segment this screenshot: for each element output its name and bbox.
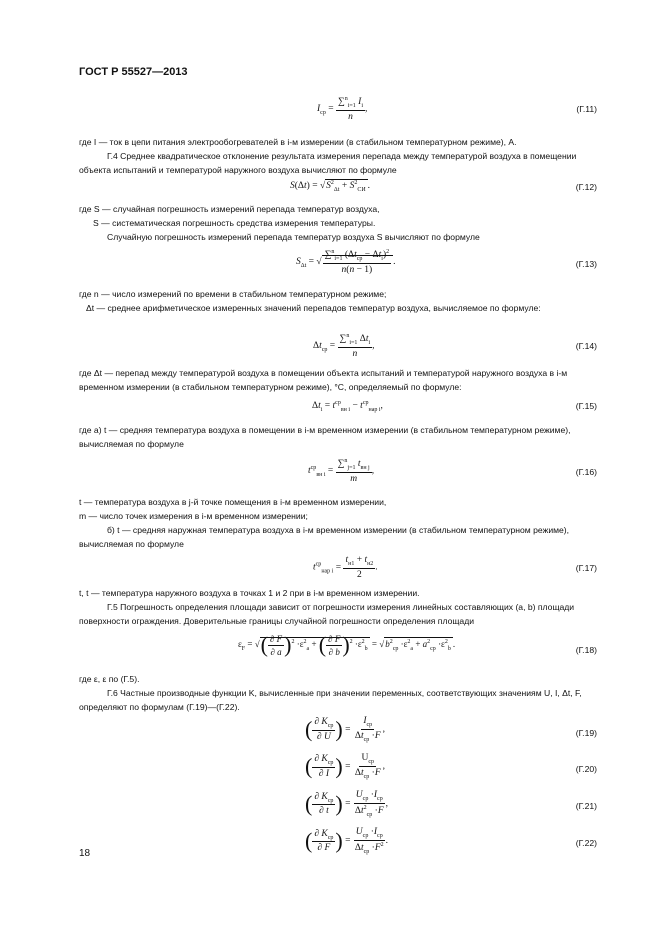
equation-label: (Г.18) (575, 645, 597, 655)
equation-label: (Г.19) (575, 728, 597, 738)
formula-g19: ( $\frac{\partial K_{ср}}{\partial U}$ ) = $\frac{I_{ср}}{\Delta t_{ср} \cdot F}$ , (305, 716, 386, 743)
paragraph: t — температура воздуха в j-й точке помещения в i-м временном измерении, (79, 497, 387, 507)
paragraph: где S — случайная погрешность измерений перепада температур воздуха, (79, 204, 380, 214)
equation-label: (Г.12) (575, 182, 597, 192)
equation-label: (Г.11) (576, 104, 597, 114)
document-header: ГОСТ Р 55527—2013 (79, 66, 188, 78)
formula-g18: $\varepsilon_F$ = √( $\frac{\partial F}{\partial a}$ )$^2 \cdot\varepsilon^2_a$ + ( $\frac{\partial F}{\partial b}$ )$^2 \cdot\varepsilon^2_b = √b^2_{ср} \cdot\varepsilon^2_a + a^2_{ср} \cdot\varepsilon^2_b$ . (238, 632, 456, 657)
paragraph: Случайную погрешность измерений перепада температур воздуха S вычисляют по формуле (107, 232, 480, 242)
paragraph: где n — число измерений по времени в стабильном температурном режиме; (79, 289, 387, 299)
formula-g15: $\Delta t_i = t^{ср}_{вн i} - t^{ср}_{нар i}$, (312, 400, 383, 414)
paragraph: где I — ток в цепи питания электрообогревателей в i-м измерении (в стабильном температурном режиме), А. (79, 137, 517, 147)
paragraph: S — систематическая погрешность средства измерения температуры. (93, 218, 376, 228)
equation-label: (Г.14) (575, 341, 597, 351)
formula-g12: $S(\Delta t) = √S^2_{\Delta t} + S^2_{СИ}$ . (290, 180, 371, 194)
paragraph: Г.6 Частные производные функции K, вычисленные при значении переменных, соответствующих значениям U, I, Δt, F, определяют по формулам (Г.19)—(Г.22). (79, 688, 582, 712)
formula-g16: $t^{ср}_{вн i}$ = $\frac{\sum^n_{j=1} t_{вн j}}{m}$ , (308, 458, 375, 485)
formula-g21: ( $\frac{\partial K_{ср}}{\partial t}$ ) = $\frac{U_{ср} \cdot I_{ср}}{\Delta t^2_{ср} \cdot F}$ , (305, 790, 389, 818)
paragraph: где ε, ε по (Г.5). (79, 674, 140, 684)
paragraph: m — число точек измерения в i-м временном измерении; (79, 511, 308, 521)
equation-label: (Г.15) (575, 401, 597, 411)
paragraph: Г.5 Погрешность определения площади зависит от погрешности измерения линейных составляющих (a, b) площади поверхности ограждения. Доверительные границы случайной погрешности определения площади (79, 602, 575, 626)
paragraph: Г.4 Среднее квадратическое отклонение результата измерения перепада между температурой воздуха в помещении объекта испытаний и температурой наружного воздуха вычисляют по формуле (79, 151, 577, 175)
paragraph: где а) t — средняя температура воздуха в помещении в i-м временном измерении (в стабильном температурном режиме), вычисляемая по формуле (79, 425, 571, 449)
equation-label: (Г.16) (575, 467, 597, 477)
paragraph: б) t — средняя наружная температура воздуха в i-м временном измерении (в стабильном температурном режиме), вычисляемая по формуле (79, 525, 570, 549)
paragraph: t, t — температура наружного воздуха в точках 1 и 2 при в i-м временном измерении. (79, 588, 420, 598)
equation-label: (Г.13) (575, 259, 597, 269)
page-number: 18 (79, 848, 91, 859)
formula-g11: $I_{ср}$ = $\frac{\sum^n_{i=1} I_i}{n}$ , (317, 96, 368, 123)
equation-label: (Г.20) (575, 764, 597, 774)
formula-g22: ( $\frac{\partial K_{ср}}{\partial F}$ ) = $\frac{U_{ср} \cdot I_{ср}}{\Delta t_{ср} \cdot F^2}$ . (305, 827, 389, 855)
formula-g13: $S_{\Delta t}$ = √ $\frac{\sum^n_{i=1} (\Delta t_{ср} - \Delta t_i)^2}{n(n - 1)}$ . (296, 249, 396, 276)
formula-g14: $\Delta t_{ср}$ = $\frac{\sum^n_{i=1} \Delta t_i}{n}$ , (313, 333, 375, 360)
equation-label: (Г.17) (575, 563, 597, 573)
equation-label: (Г.21) (575, 801, 597, 811)
formula-g17: $t^{ср}_{нар i}$ = $\frac{t_{н1} + t_{н2}}{2}$ . (313, 555, 378, 580)
formula-g20: ( $\frac{\partial K_{ср}}{\partial I}$ ) = $\frac{U_{ср}}{\Delta t_{ср} \cdot F}$ , (305, 753, 386, 780)
paragraph: Δt — среднее арифметическое измеренных значений перепадов температур воздуха, вычисляемое по формуле: (86, 303, 541, 313)
paragraph: где Δt — перепад между температурой воздуха в помещении объекта испытаний и температурой наружного воздуха в i-м временном измерении (в стабильном температурном режиме), °C, определяемый по формуле: (79, 368, 568, 392)
equation-label: (Г.22) (575, 838, 597, 848)
